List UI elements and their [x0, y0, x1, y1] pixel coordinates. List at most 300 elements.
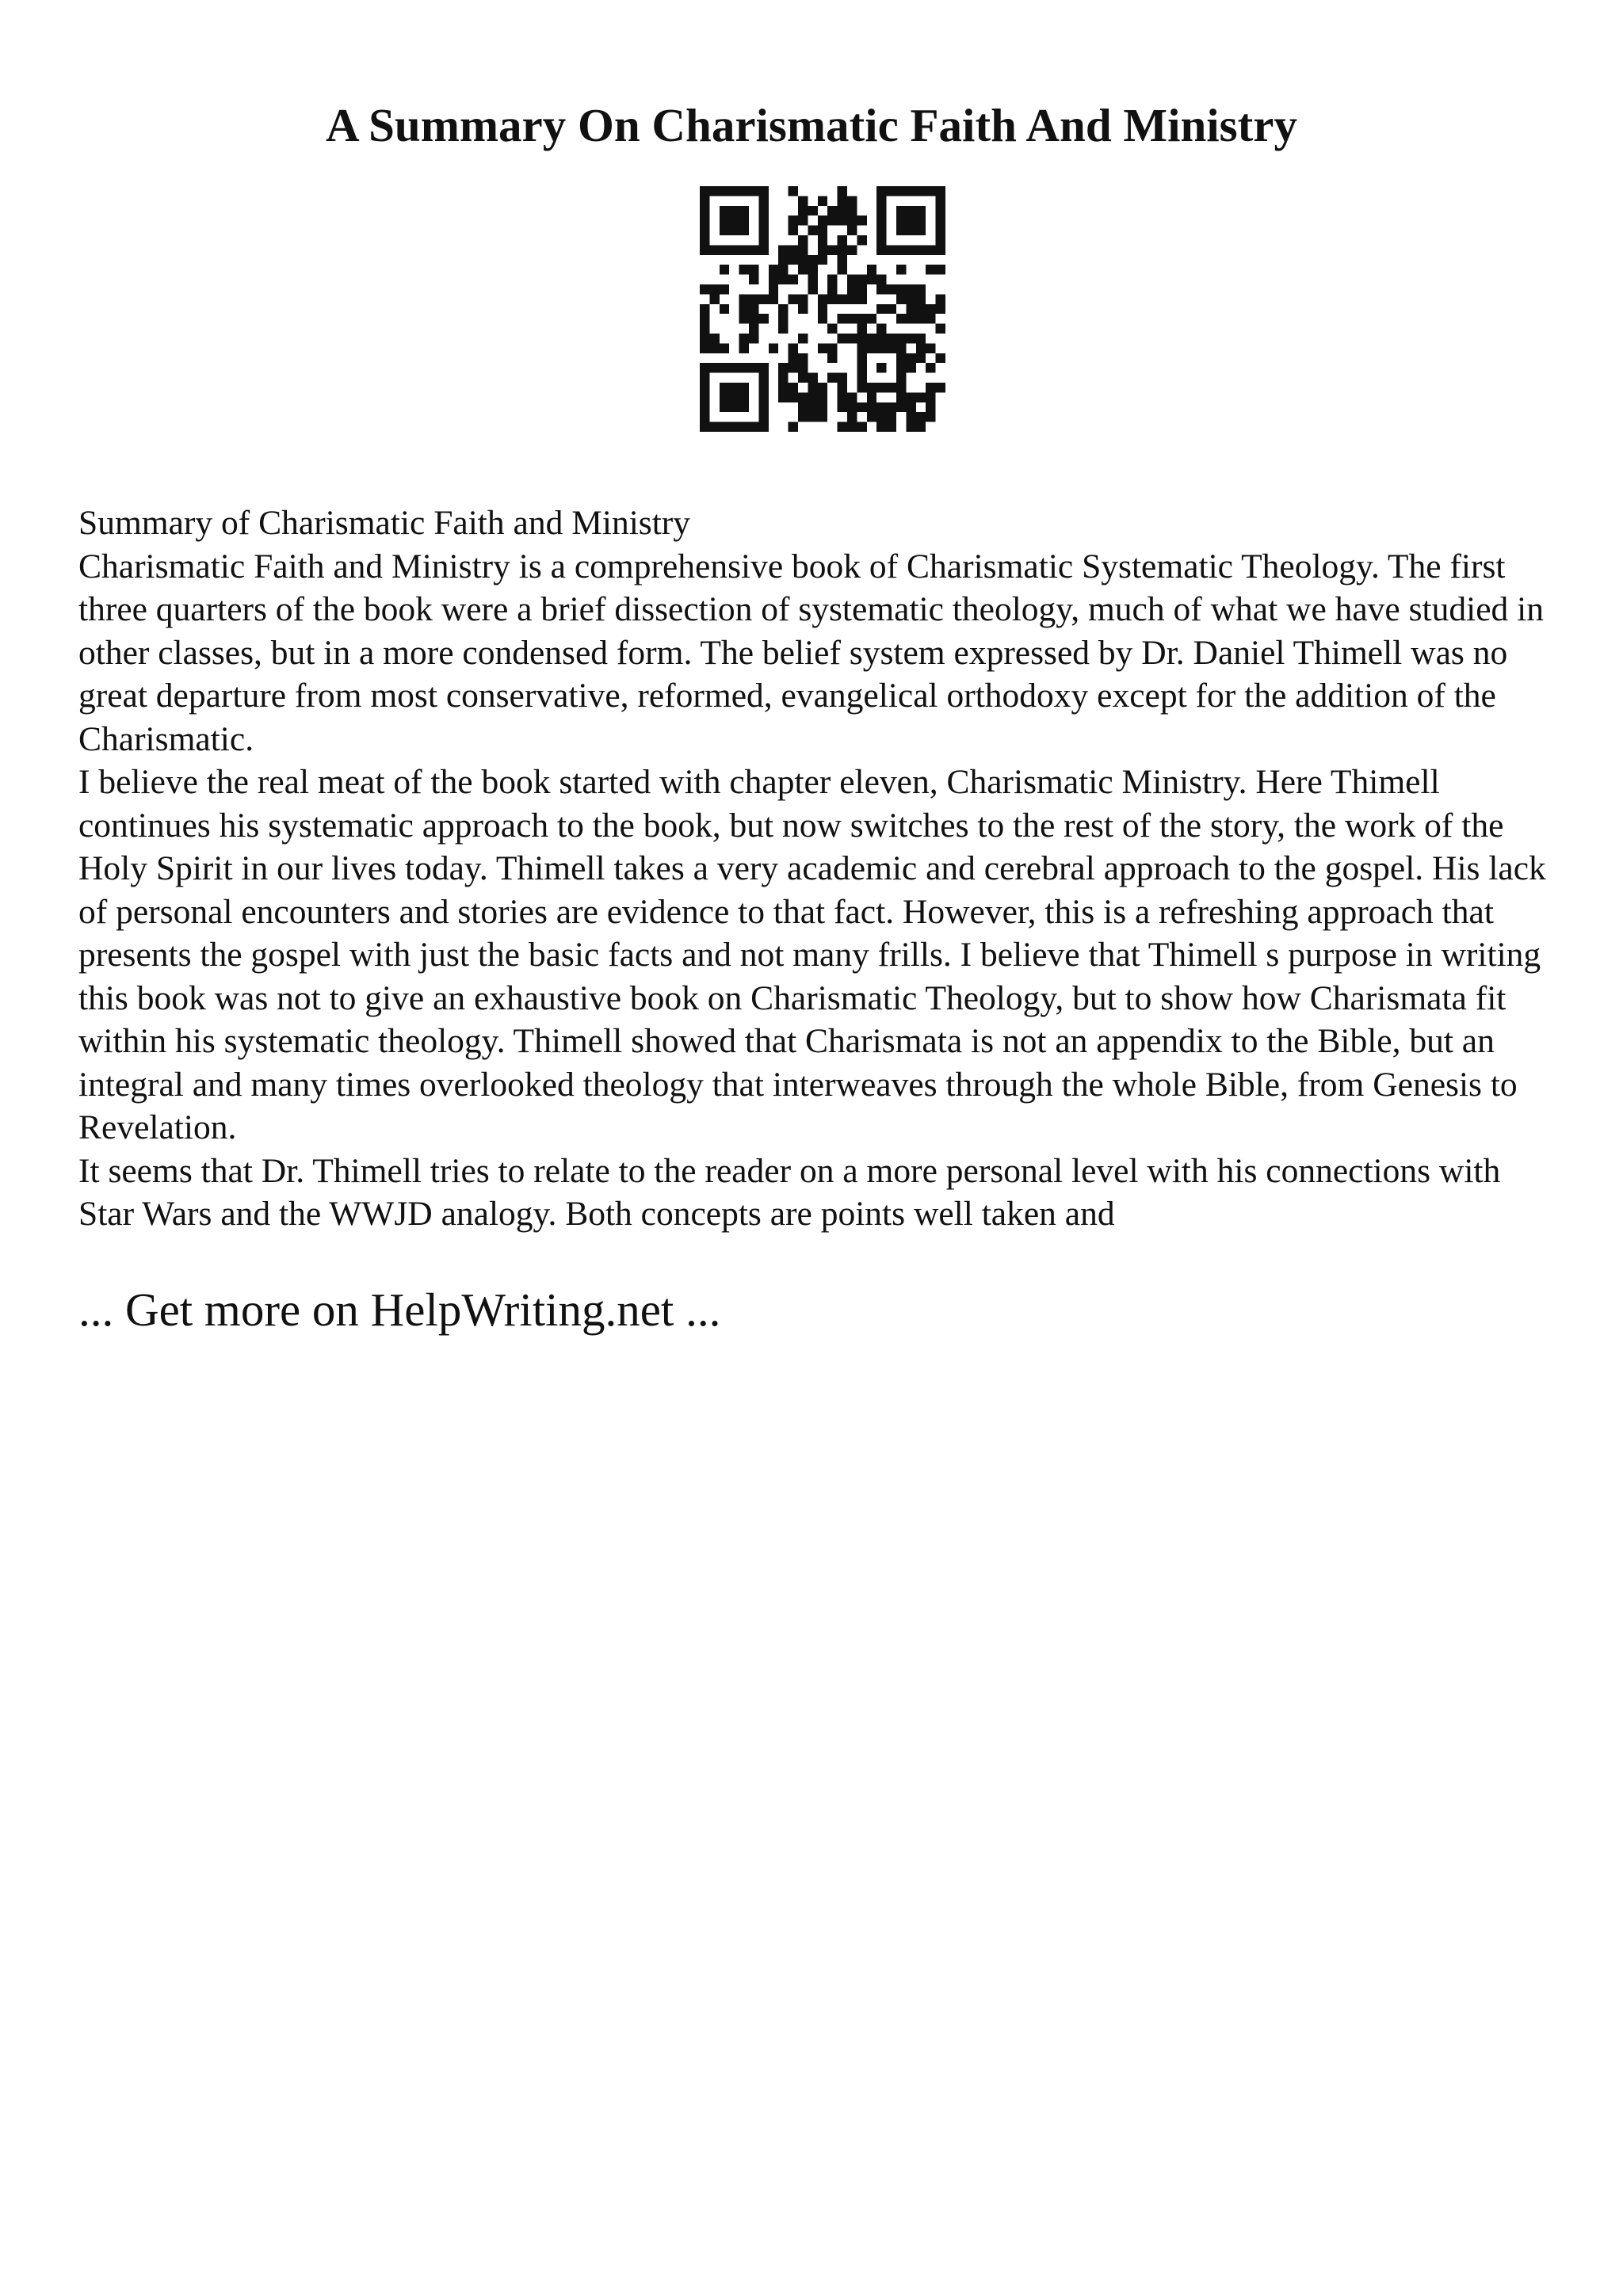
qr-module [838, 245, 847, 254]
qr-module [739, 422, 749, 432]
qr-module [700, 196, 709, 205]
qr-module [808, 265, 817, 274]
qr-module [818, 343, 827, 353]
qr-module [876, 226, 886, 235]
qr-module [936, 245, 945, 254]
qr-module [729, 215, 739, 225]
qr-module [709, 422, 719, 432]
qr-module [916, 412, 926, 421]
qr-module [838, 196, 847, 205]
qr-module [857, 294, 866, 303]
qr-module [700, 206, 709, 215]
qr-module [847, 215, 857, 225]
qr-module [758, 383, 768, 392]
qr-module [916, 422, 926, 432]
qr-module [700, 343, 709, 353]
qr-module [896, 245, 906, 254]
qr-module [838, 422, 847, 432]
qr-module [926, 186, 935, 196]
qr-module [896, 314, 906, 323]
qr-module [739, 294, 749, 303]
qr-module [867, 392, 876, 402]
qr-module [887, 343, 896, 353]
qr-module [720, 383, 729, 392]
qr-module [867, 402, 876, 412]
qr-module [936, 235, 945, 245]
qr-module [749, 275, 758, 284]
qr-module [729, 186, 739, 196]
qr-module [936, 265, 945, 274]
qr-module [789, 255, 798, 265]
qr-module [896, 392, 906, 402]
qr-module [857, 324, 866, 334]
qr-module [887, 402, 896, 412]
qr-module [838, 383, 847, 392]
qr-module [769, 284, 778, 294]
qr-module [758, 206, 768, 215]
qr-module [847, 334, 857, 343]
qr-module [827, 284, 837, 294]
qr-module [887, 304, 896, 314]
qr-module [758, 186, 768, 196]
qr-module [700, 412, 709, 421]
qr-module [876, 275, 886, 284]
qr-module [936, 304, 945, 314]
qr-module [700, 334, 709, 343]
qr-module [798, 373, 808, 383]
qr-module [906, 226, 915, 235]
qr-module [758, 422, 768, 432]
qr-module [916, 294, 926, 303]
qr-module [876, 235, 886, 245]
get-more-link[interactable]: ... Get more on HelpWriting.net ... [78, 1283, 721, 1336]
qr-module [867, 343, 876, 353]
qr-module [720, 186, 729, 196]
qr-module [749, 334, 758, 343]
qr-module [789, 186, 798, 196]
qr-module [818, 196, 827, 205]
qr-module [798, 235, 808, 245]
qr-module [769, 294, 778, 303]
qr-module [749, 294, 758, 303]
qr-module [936, 215, 945, 225]
qr-module [857, 353, 866, 363]
qr-module [887, 383, 896, 392]
qr-module [700, 314, 709, 323]
qr-module [887, 412, 896, 421]
qr-module [847, 284, 857, 294]
qr-module [827, 245, 837, 254]
qr-module [818, 226, 827, 235]
qr-module [857, 363, 866, 372]
qr-module [896, 353, 906, 363]
qr-module [867, 265, 876, 274]
qr-module [916, 284, 926, 294]
qr-module [769, 275, 778, 284]
qr-module [876, 422, 886, 432]
qr-module [739, 226, 749, 235]
qr-module [857, 343, 866, 353]
qr-module [700, 284, 709, 294]
qr-module [798, 245, 808, 254]
qr-module [847, 294, 857, 303]
qr-module [720, 363, 729, 372]
qr-module [739, 245, 749, 254]
qr-module [798, 392, 808, 402]
qr-module [838, 255, 847, 265]
qr-module [789, 392, 798, 402]
qr-module [720, 304, 729, 314]
qr-module [778, 324, 788, 334]
qr-module [876, 324, 886, 334]
qr-module [936, 186, 945, 196]
qr-module [876, 343, 886, 353]
qr-module [896, 186, 906, 196]
qr-module [739, 363, 749, 372]
qr-code[interactable] [700, 186, 945, 432]
qr-module [720, 284, 729, 294]
qr-module [749, 363, 758, 372]
qr-module [926, 265, 935, 274]
qr-module [700, 402, 709, 412]
qr-module [906, 206, 915, 215]
qr-module [758, 392, 768, 402]
qr-module [778, 245, 788, 254]
qr-module [739, 343, 749, 353]
qr-module [876, 402, 886, 412]
qr-module [739, 334, 749, 343]
qr-module [926, 402, 935, 412]
qr-module [916, 206, 926, 215]
qr-module [729, 422, 739, 432]
qr-module [700, 363, 709, 372]
qr-module [769, 265, 778, 274]
qr-module [739, 314, 749, 323]
qr-module [818, 412, 827, 421]
qr-module [896, 226, 906, 235]
qr-module [857, 284, 866, 294]
qr-module [936, 383, 945, 392]
qr-module [867, 334, 876, 343]
qr-module [876, 334, 886, 343]
qr-module [827, 353, 837, 363]
page-title: A Summary On Charismatic Faith And Ministry [326, 99, 1297, 151]
qr-module [778, 255, 788, 265]
qr-module [857, 373, 866, 383]
qr-module [887, 422, 896, 432]
qr-module [857, 275, 866, 284]
qr-module [847, 392, 857, 402]
qr-module [798, 363, 808, 372]
qr-module [896, 343, 906, 353]
qr-module [838, 392, 847, 402]
qr-module [906, 353, 915, 363]
qr-module [798, 353, 808, 363]
qr-module [778, 265, 788, 274]
qr-module [789, 422, 798, 432]
qr-module [789, 275, 798, 284]
qr-module [916, 245, 926, 254]
qr-module [749, 314, 758, 323]
qr-module [720, 265, 729, 274]
qr-module [709, 245, 719, 254]
qr-module [739, 383, 749, 392]
qr-module [818, 245, 827, 254]
qr-module [936, 324, 945, 334]
qr-module [709, 343, 719, 353]
qr-module [847, 402, 857, 412]
qr-module [906, 186, 915, 196]
qr-module [808, 402, 817, 412]
qr-module [887, 334, 896, 343]
qr-module [876, 215, 886, 225]
qr-module [896, 383, 906, 392]
qr-module [818, 314, 827, 323]
qr-module [818, 402, 827, 412]
qr-module [847, 206, 857, 215]
qr-module [926, 363, 935, 372]
qr-module [789, 353, 798, 363]
qr-module [926, 343, 935, 353]
qr-module [896, 402, 906, 412]
qr-module [798, 215, 808, 225]
qr-module [798, 265, 808, 274]
qr-module [720, 392, 729, 402]
qr-module [906, 245, 915, 254]
qr-module [739, 206, 749, 215]
qr-module [847, 412, 857, 421]
qr-module [709, 294, 719, 303]
qr-module [709, 284, 719, 294]
qr-module [876, 284, 886, 294]
qr-module [896, 294, 906, 303]
qr-module [709, 363, 719, 372]
qr-module [916, 353, 926, 363]
qr-module [857, 215, 866, 225]
qr-module [896, 284, 906, 294]
qr-module [827, 206, 837, 215]
qr-module [808, 275, 817, 284]
qr-module [896, 215, 906, 225]
qr-module [720, 226, 729, 235]
qr-module [896, 206, 906, 215]
qr-module [729, 392, 739, 402]
qr-module [789, 245, 798, 254]
qr-module [906, 314, 915, 323]
qr-module [700, 324, 709, 334]
qr-module [798, 334, 808, 343]
qr-module [876, 304, 886, 314]
qr-module [808, 255, 817, 265]
qr-module [720, 215, 729, 225]
qr-module [808, 412, 817, 421]
qr-module [916, 343, 926, 353]
qr-module [838, 294, 847, 303]
qr-module [847, 314, 857, 323]
qr-module [847, 245, 857, 254]
qr-module [739, 304, 749, 314]
qr-module [720, 245, 729, 254]
qr-module [789, 215, 798, 225]
qr-module [808, 226, 817, 235]
qr-module [778, 373, 788, 383]
qr-module [867, 412, 876, 421]
qr-module [749, 186, 758, 196]
qr-module [729, 206, 739, 215]
qr-module [906, 392, 915, 402]
qr-module [778, 363, 788, 372]
qr-module [720, 402, 729, 412]
qr-module [700, 383, 709, 392]
qr-module [857, 334, 866, 343]
qr-module [709, 186, 719, 196]
qr-module [758, 363, 768, 372]
qr-module [729, 245, 739, 254]
qr-module [818, 255, 827, 265]
qr-module [778, 275, 788, 284]
qr-module [926, 412, 935, 421]
qr-module [758, 215, 768, 225]
qr-module [827, 215, 837, 225]
qr-module [778, 383, 788, 392]
qr-module [926, 383, 935, 392]
qr-module [789, 343, 798, 353]
qr-module [906, 334, 915, 343]
qr-module [749, 324, 758, 334]
qr-module [758, 314, 768, 323]
qr-module [827, 343, 837, 353]
qr-module [857, 314, 866, 323]
qr-module [808, 284, 817, 294]
qr-module [789, 226, 798, 235]
qr-module [749, 422, 758, 432]
qr-module [838, 334, 847, 343]
qr-module [847, 422, 857, 432]
qr-module [739, 265, 749, 274]
qr-module [838, 265, 847, 274]
qr-module [847, 226, 857, 235]
qr-module [808, 373, 817, 383]
qr-module [778, 392, 788, 402]
qr-module [827, 373, 837, 383]
qr-module [876, 363, 886, 372]
qr-module [896, 363, 906, 372]
qr-module [906, 422, 915, 432]
qr-module [916, 186, 926, 196]
qr-module [906, 294, 915, 303]
qr-module [936, 294, 945, 303]
paragraph: It seems that Dr. Thimell tries to relate to the reader on a more personal level with his connections with Star Wars and the WWJD analogy. Both concepts are points well taken and [78, 1151, 1501, 1233]
qr-module [876, 412, 886, 421]
qr-module [720, 422, 729, 432]
document-body [78, 502, 1564, 1236]
qr-module [808, 383, 817, 392]
qr-module [789, 363, 798, 372]
qr-module [916, 226, 926, 235]
qr-module [818, 235, 827, 245]
qr-module [798, 255, 808, 265]
qr-module [818, 294, 827, 303]
qr-module [838, 186, 847, 196]
qr-module [876, 245, 886, 254]
qr-module [906, 284, 915, 294]
qr-module [749, 245, 758, 254]
qr-module [906, 412, 915, 421]
qr-module [700, 215, 709, 225]
qr-module [749, 265, 758, 274]
qr-module [798, 412, 808, 421]
qr-module [926, 304, 935, 314]
qr-module [896, 334, 906, 343]
qr-module [936, 206, 945, 215]
qr-module [887, 284, 896, 294]
qr-module [758, 402, 768, 412]
qr-module [729, 402, 739, 412]
qr-module [838, 402, 847, 412]
qr-module [818, 392, 827, 402]
qr-module [827, 324, 837, 334]
qr-module [857, 383, 866, 392]
qr-module [838, 235, 847, 245]
qr-module [798, 206, 808, 215]
qr-module [896, 373, 906, 383]
qr-module [916, 334, 926, 343]
qr-module [709, 334, 719, 343]
qr-module [808, 206, 817, 215]
qr-module [798, 402, 808, 412]
paragraph-heading: Summary of Charismatic Faith and Ministry [78, 504, 691, 542]
qr-module [887, 245, 896, 254]
qr-module [729, 383, 739, 392]
qr-module [749, 304, 758, 314]
qr-module [758, 294, 768, 303]
qr-module [936, 196, 945, 205]
qr-module [739, 392, 749, 402]
qr-module [700, 304, 709, 314]
qr-module [818, 383, 827, 392]
qr-module [916, 304, 926, 314]
qr-module [926, 314, 935, 323]
qr-module [936, 226, 945, 235]
paragraph: Charismatic Faith and Ministry is a comprehensive book of Charismatic Systematic Theology. The first three quarters of the book were a brief dissection of systematic theology, much of what we have studied in other classes, but in a more condensed form. The belief system expressed by Dr. Daniel Thimell was no great departure from most conservative, reformed, evangelical orthodoxy except for the addition of the Charismatic. [78, 547, 1544, 758]
qr-module [818, 215, 827, 225]
qr-module [758, 235, 768, 245]
qr-module [906, 402, 915, 412]
qr-module [876, 186, 886, 196]
qr-module [838, 373, 847, 383]
qr-module [789, 294, 798, 303]
qr-module [739, 215, 749, 225]
qr-module [758, 196, 768, 205]
qr-module [700, 245, 709, 254]
qr-module [906, 363, 915, 372]
qr-module [739, 186, 749, 196]
qr-module [729, 226, 739, 235]
qr-module [838, 314, 847, 323]
qr-module [720, 206, 729, 215]
qr-module [916, 392, 926, 402]
qr-module [887, 186, 896, 196]
qr-module [778, 304, 788, 314]
qr-module [876, 196, 886, 205]
qr-module [758, 412, 768, 421]
qr-module [857, 235, 866, 245]
qr-module [758, 373, 768, 383]
qr-module [798, 304, 808, 314]
qr-module [798, 196, 808, 205]
qr-code-image [700, 186, 945, 432]
qr-module [936, 353, 945, 363]
